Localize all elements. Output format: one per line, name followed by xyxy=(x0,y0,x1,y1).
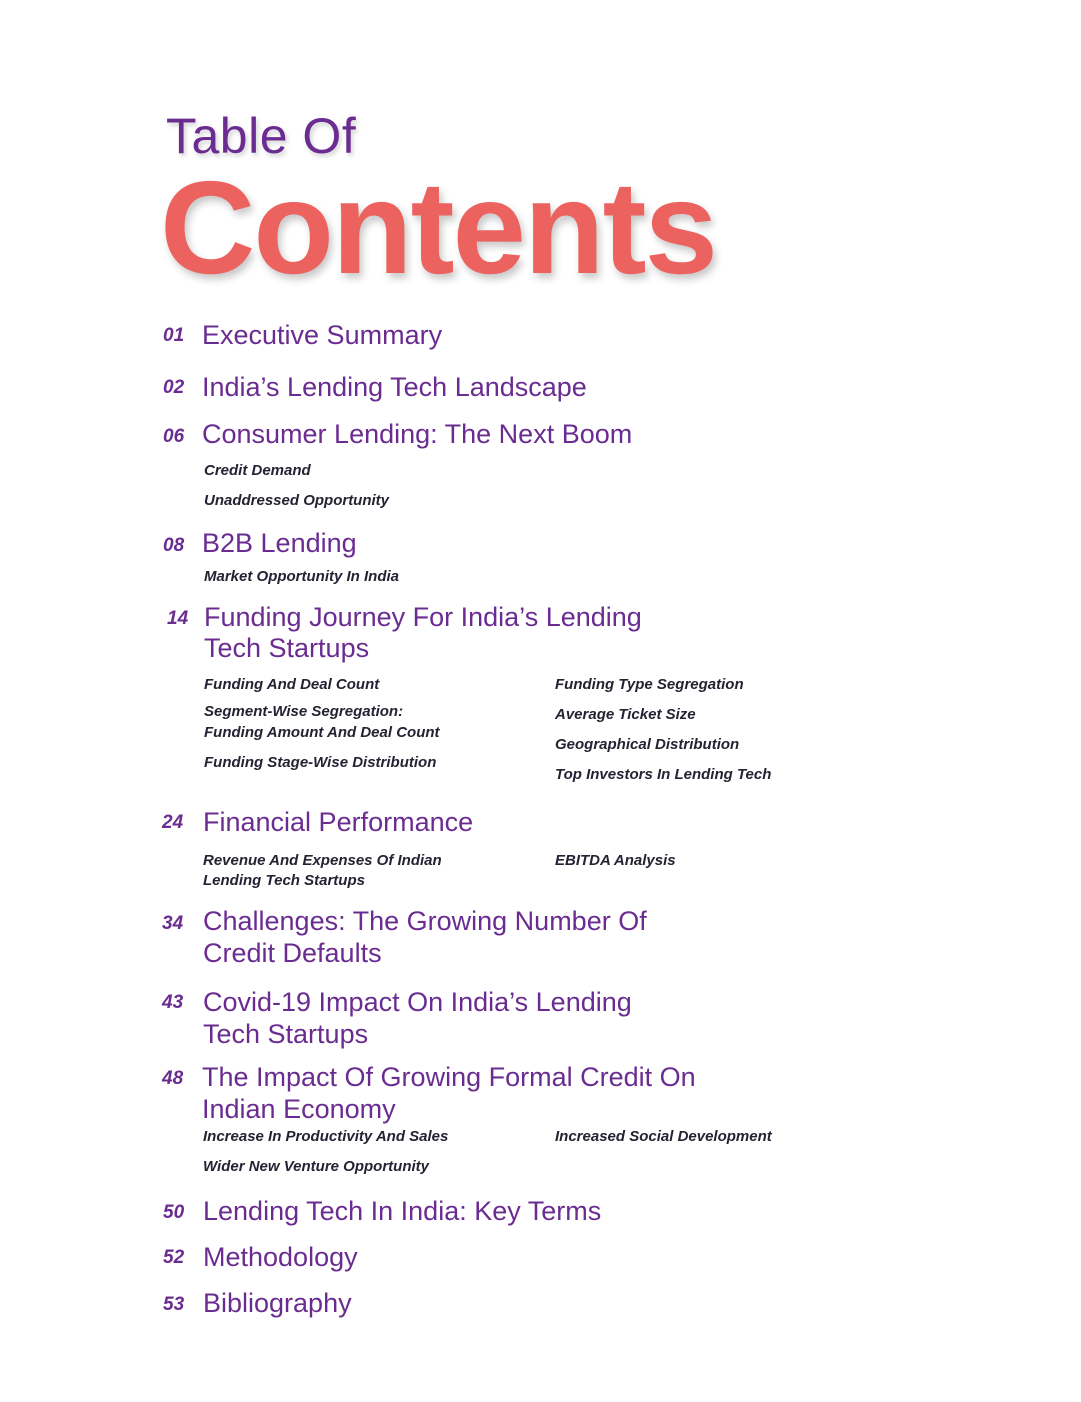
section-title[interactable]: India’s Lending Tech Landscape xyxy=(202,372,587,402)
subsection[interactable]: Increased Social Development xyxy=(555,1128,772,1145)
subsection[interactable]: EBITDA Analysis xyxy=(555,852,676,869)
subsection-continued[interactable]: Funding Amount And Deal Count xyxy=(204,724,440,741)
page-number: 53 xyxy=(163,1294,185,1315)
page-number: 01 xyxy=(163,325,185,346)
subsection[interactable]: Geographical Distribution xyxy=(555,736,740,753)
section-title[interactable]: Lending Tech In India: Key Terms xyxy=(203,1196,602,1226)
subsection[interactable]: Credit Demand xyxy=(204,462,311,479)
title-table-of: Table Of xyxy=(166,108,357,164)
section-title-line[interactable]: Indian Economy xyxy=(202,1094,396,1124)
subsection[interactable]: Top Investors In Lending Tech xyxy=(555,766,772,783)
section-title-line[interactable]: Challenges: The Growing Number Of xyxy=(203,906,647,936)
subsection[interactable]: Segment-Wise Segregation: xyxy=(204,703,404,720)
subsection[interactable]: Average Ticket Size xyxy=(555,706,696,723)
page-number: 24 xyxy=(162,812,184,833)
section-title-line[interactable]: The Impact Of Growing Formal Credit On xyxy=(202,1062,696,1092)
section-title-line[interactable]: Covid-19 Impact On India’s Lending xyxy=(203,987,632,1017)
section-title-line[interactable]: Tech Startups xyxy=(204,633,370,663)
page-number: 52 xyxy=(163,1247,185,1268)
section-title-line[interactable]: Credit Defaults xyxy=(203,938,382,968)
section-title-line[interactable]: Tech Startups xyxy=(203,1019,369,1049)
page-number: 14 xyxy=(167,608,189,629)
subsection[interactable]: Market Opportunity In India xyxy=(204,568,400,585)
section-title-line[interactable]: Funding Journey For India’s Lending xyxy=(204,602,642,632)
page-number: 08 xyxy=(163,535,185,556)
section-title[interactable]: Executive Summary xyxy=(202,320,443,350)
page-number: 50 xyxy=(163,1202,185,1223)
subsection[interactable]: Increase In Productivity And Sales xyxy=(203,1128,449,1145)
section-title[interactable]: Bibliography xyxy=(203,1288,352,1318)
subsection[interactable]: Funding Type Segregation xyxy=(555,676,744,693)
page-number: 02 xyxy=(163,377,185,398)
section-title[interactable]: B2B Lending xyxy=(202,528,357,558)
subsection[interactable]: Funding Stage-Wise Distribution xyxy=(204,754,437,771)
subsection[interactable]: Funding And Deal Count xyxy=(204,676,380,693)
page-number: 06 xyxy=(163,426,185,447)
subsection-continued[interactable]: Lending Tech Startups xyxy=(203,872,365,889)
title-contents: Contents xyxy=(160,154,716,301)
section-title[interactable]: Consumer Lending: The Next Boom xyxy=(202,419,633,449)
page-number: 48 xyxy=(162,1068,184,1089)
subsection[interactable]: Unaddressed Opportunity xyxy=(204,492,390,509)
page-number: 34 xyxy=(162,913,184,934)
page-number: 43 xyxy=(162,992,184,1013)
section-title[interactable]: Methodology xyxy=(203,1242,358,1272)
subsection[interactable]: Revenue And Expenses Of Indian xyxy=(203,852,442,869)
subsection[interactable]: Wider New Venture Opportunity xyxy=(203,1158,429,1175)
section-title[interactable]: Financial Performance xyxy=(203,807,474,837)
